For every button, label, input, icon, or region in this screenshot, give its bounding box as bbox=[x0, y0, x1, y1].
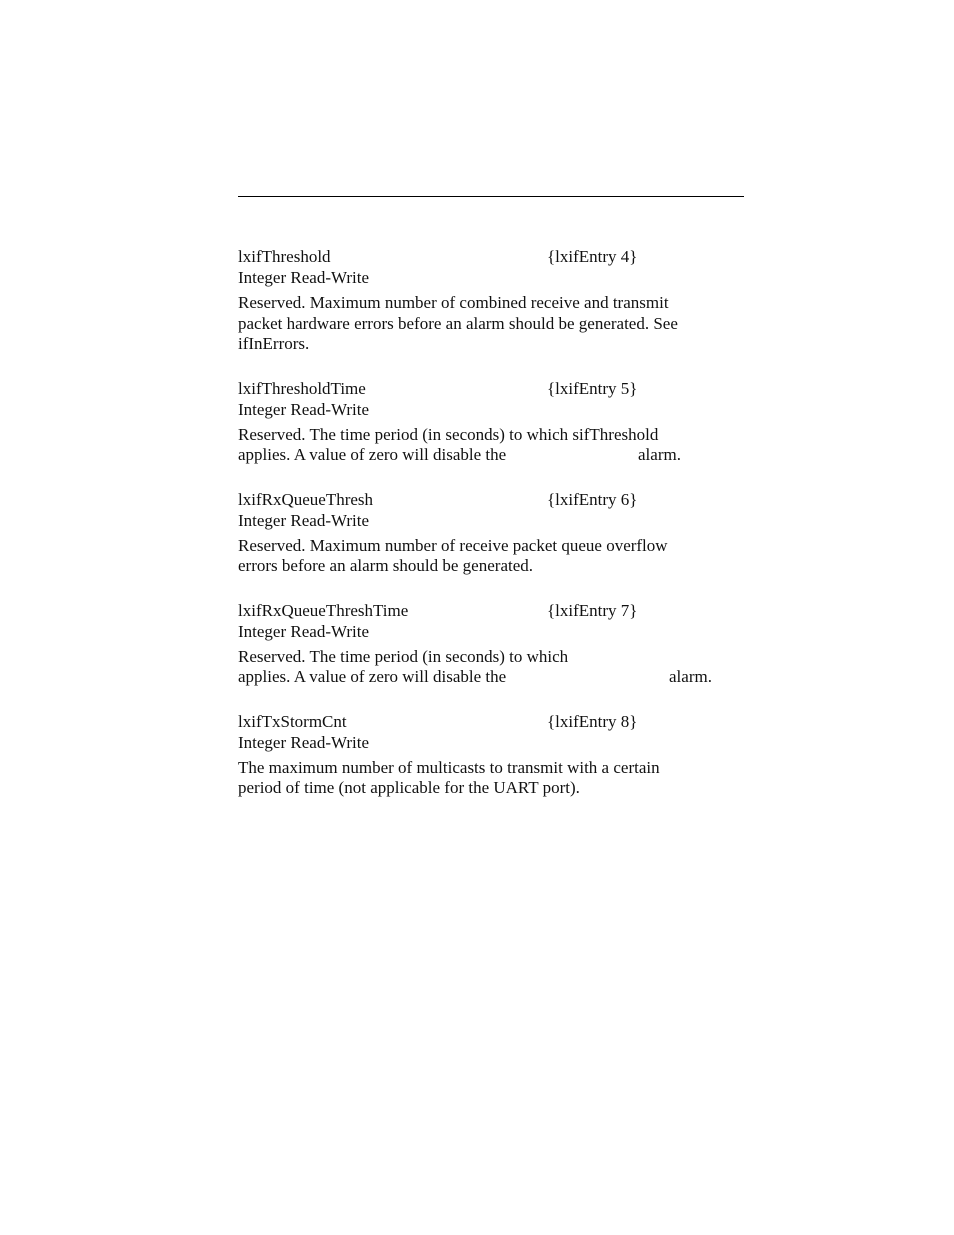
header-rule bbox=[238, 196, 744, 197]
description-line bbox=[238, 667, 748, 688]
object-oid: {lxifEntry 5} bbox=[547, 378, 638, 398]
object-description bbox=[238, 425, 748, 466]
description-line: period of time (not applicable for the UART port). bbox=[238, 778, 580, 797]
entry-heading bbox=[238, 246, 748, 267]
object-type: Integer Read-Write bbox=[238, 732, 369, 752]
mib-entry-lxifthreshold bbox=[238, 246, 748, 355]
mib-object-list bbox=[238, 246, 748, 822]
description-line: ifInErrors. bbox=[238, 334, 310, 353]
object-type: Integer Read-Write bbox=[238, 621, 369, 641]
description-line: packet hardware errors before an alarm should be generated. See bbox=[238, 313, 678, 333]
object-description bbox=[238, 647, 748, 688]
description-tail: alarm. bbox=[669, 667, 712, 686]
object-type: Integer Read-Write bbox=[238, 399, 369, 419]
entry-heading bbox=[238, 378, 748, 399]
object-name: lxifThreshold bbox=[238, 247, 331, 266]
mib-entry-lxiftxstormcnt bbox=[238, 711, 748, 799]
description-line: Reserved. Maximum number of receive packet queue overflow bbox=[238, 535, 668, 555]
description-line: Reserved. The time period (in seconds) to which sifThreshold bbox=[238, 424, 659, 444]
object-name: lxifThresholdTime bbox=[238, 378, 366, 398]
object-oid: {lxifEntry 6} bbox=[547, 489, 638, 509]
entry-heading bbox=[238, 489, 748, 510]
object-description bbox=[238, 536, 748, 577]
description-text: applies. A value of zero will disable the bbox=[238, 667, 507, 686]
object-name: lxifRxQueueThresh bbox=[238, 489, 374, 509]
object-name: lxifRxQueueThreshTime bbox=[238, 600, 409, 620]
description-line: errors before an alarm should be generated. bbox=[238, 556, 534, 575]
object-description bbox=[238, 758, 748, 799]
mib-entry-lxifrxqueuethreshtime bbox=[238, 600, 748, 688]
entry-heading bbox=[238, 711, 748, 732]
mib-entry-lxifrxqueuethresh bbox=[238, 489, 748, 577]
description-line bbox=[238, 445, 748, 466]
object-type: Integer Read-Write bbox=[238, 268, 369, 287]
description-line: Reserved. Maximum number of combined receive and transmit bbox=[238, 293, 669, 312]
object-oid: {lxifEntry 8} bbox=[547, 711, 638, 731]
object-oid: {lxifEntry 4} bbox=[547, 247, 638, 266]
entry-heading bbox=[238, 600, 748, 621]
description-text: applies. A value of zero will disable the bbox=[238, 445, 507, 464]
mib-entry-lxifthresholdtime bbox=[238, 378, 748, 466]
description-line: Reserved. The time period (in seconds) to which bbox=[238, 646, 569, 666]
object-type: Integer Read-Write bbox=[238, 510, 369, 530]
description-line: The maximum number of multicasts to transmit with a certain bbox=[238, 757, 660, 777]
object-description bbox=[238, 293, 748, 355]
object-oid: {lxifEntry 7} bbox=[547, 600, 638, 620]
object-name: lxifTxStormCnt bbox=[238, 711, 347, 731]
description-tail: alarm. bbox=[638, 445, 681, 464]
